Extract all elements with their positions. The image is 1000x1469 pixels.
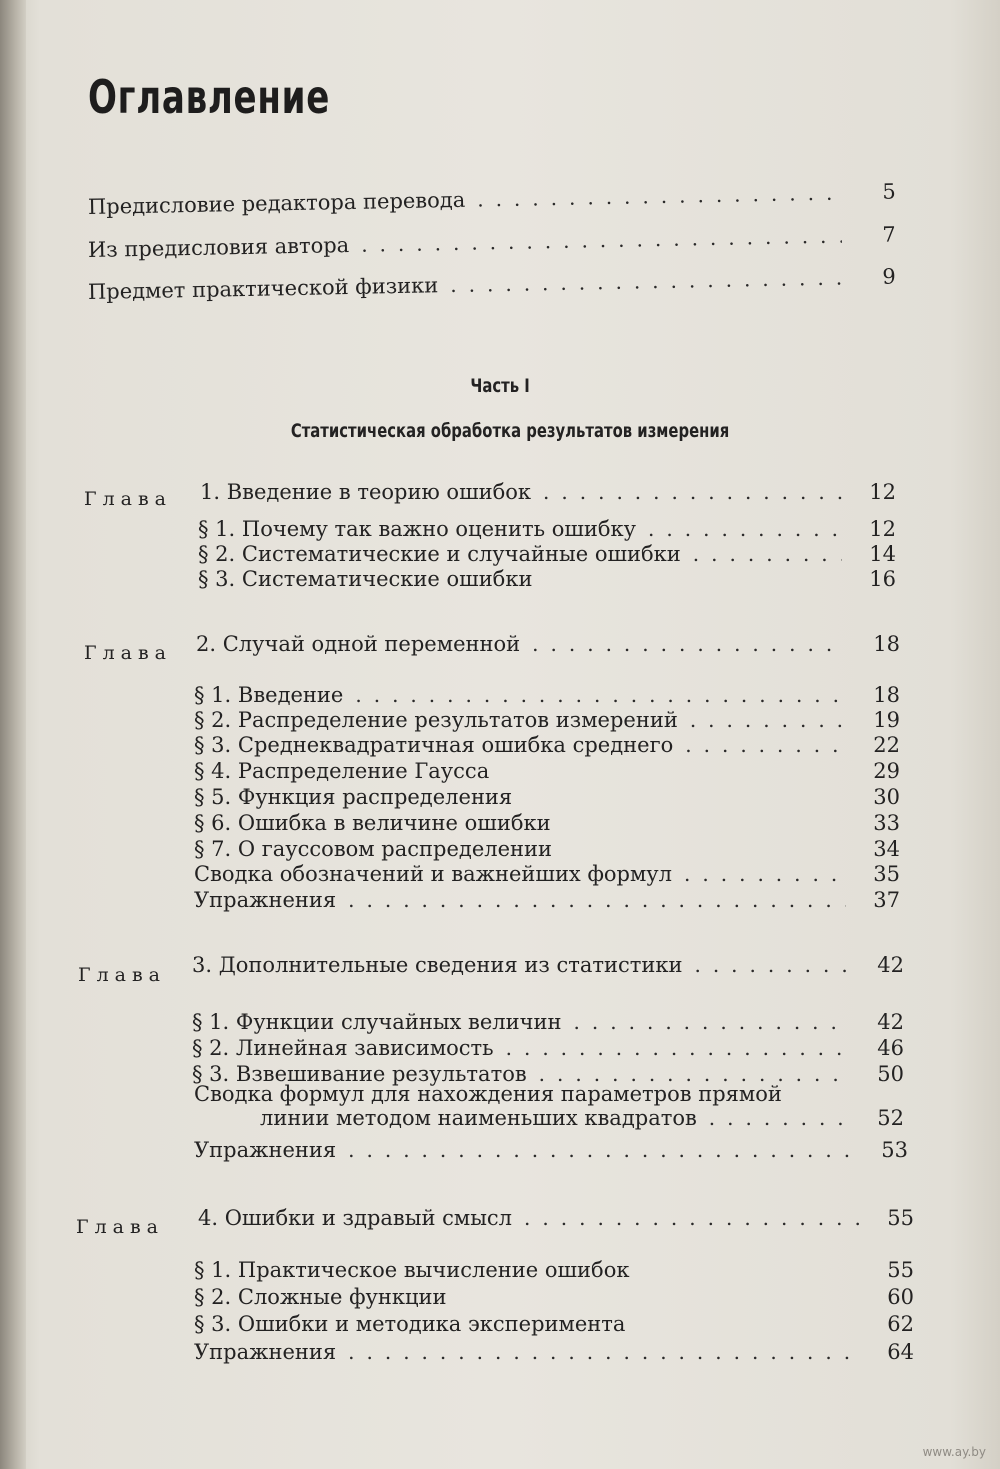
leader-dots <box>574 1010 850 1034</box>
section-page: 16 <box>869 567 896 591</box>
leader-dots <box>348 1340 860 1364</box>
leader-dots <box>543 480 842 504</box>
section-label: § 1. Практическое вычисление ошибок <box>194 1258 630 1282</box>
watermark: www.ay.by <box>922 1445 986 1459</box>
section-page: 62 <box>887 1312 914 1336</box>
section-label: § 2. Систематические и случайные ошибки <box>198 542 681 566</box>
section-label: § 1. Почему так важно оценить ошибку <box>198 517 637 541</box>
section-label: Упражнения <box>194 888 337 912</box>
leader-dots <box>690 708 846 732</box>
section-page: 18 <box>873 683 900 707</box>
section-label: § 3. Взвешивание результатов <box>192 1062 527 1086</box>
section-page: 19 <box>873 708 900 732</box>
toc-entry-page: 9 <box>882 264 897 289</box>
section-label: § 3. Среднеквадратичная ошибка среднего <box>194 733 674 757</box>
section-page: 33 <box>873 811 900 835</box>
toc-entry-page: 5 <box>882 179 897 204</box>
chapter-word: Глава <box>78 964 167 986</box>
toc-entry-label: Из предисловия автора <box>87 232 350 262</box>
leader-dots <box>684 862 846 886</box>
section-page: 22 <box>873 733 900 757</box>
section-entry <box>194 1138 908 1168</box>
chapter-page: 18 <box>873 632 900 656</box>
chapter-word: Глава <box>76 1216 165 1238</box>
section-page: 12 <box>869 517 896 541</box>
section-page: 14 <box>869 542 896 566</box>
leader-dots <box>477 181 842 212</box>
toc-entry <box>88 264 896 310</box>
section-entry <box>194 1258 914 1288</box>
section-entry <box>194 1312 914 1342</box>
toc-entry-page: 7 <box>882 222 897 247</box>
section-page: 53 <box>881 1138 908 1162</box>
section-label: § 4. Распределение Гаусса <box>194 759 490 783</box>
section-page: 34 <box>873 837 900 861</box>
chapter-entry <box>200 480 896 510</box>
section-label: § 3. Систематические ошибки <box>198 567 533 591</box>
section-page: 55 <box>887 1258 914 1282</box>
leader-dots <box>524 1206 860 1230</box>
toc-entry <box>88 179 896 225</box>
section-entry <box>194 1285 914 1315</box>
leader-dots <box>648 517 842 541</box>
chapter-word: Глава <box>84 642 173 664</box>
section-label: § 2. Распределение результатов измерений <box>194 708 678 732</box>
chapter-page: 42 <box>877 953 904 977</box>
section-label: § 2. Сложные функции <box>194 1285 447 1309</box>
leader-dots <box>361 224 842 257</box>
section-label: Упражнения <box>194 1138 337 1162</box>
leader-dots <box>694 953 850 977</box>
leader-dots <box>693 542 842 566</box>
section-page: 50 <box>877 1062 904 1086</box>
section-label: Сводка обозначений и важнейших формул <box>194 862 673 886</box>
section-label: § 2. Линейная зависимость <box>192 1036 494 1060</box>
leader-dots <box>506 1036 850 1060</box>
chapter-entry <box>198 1206 914 1236</box>
part-number: Часть I <box>470 375 530 397</box>
section-page: 64 <box>887 1340 914 1364</box>
toc-entry-label: Предисловие редактора перевода <box>87 187 466 219</box>
part-title: Статистическая обработка результатов измерения <box>290 420 730 442</box>
leader-dots <box>450 266 842 298</box>
chapter-label: 2. Случай одной переменной <box>196 632 521 656</box>
chapter-word: Глава <box>84 488 173 510</box>
chapter-page: 12 <box>869 480 896 504</box>
chapter-label: 4. Ошибки и здравый смысл <box>198 1206 513 1230</box>
chapter-page: 55 <box>887 1206 914 1230</box>
chapter-entry <box>196 632 900 662</box>
section-entry <box>194 1340 914 1370</box>
section-page: 60 <box>887 1285 914 1309</box>
section-label: § 1. Введение <box>194 683 344 707</box>
section-label: Упражнения <box>194 1340 337 1364</box>
section-page: 52 <box>877 1106 904 1130</box>
chapter-entry <box>192 953 904 983</box>
leader-dots <box>709 1106 850 1130</box>
section-page: 35 <box>873 862 900 886</box>
section-entry <box>198 567 896 597</box>
section-label: § 3. Ошибки и методика эксперимента <box>194 1312 626 1336</box>
section-label: § 6. Ошибка в величине ошибки <box>194 811 551 835</box>
section-page: 29 <box>873 759 900 783</box>
section-label-line1: Сводка формул для нахождения параметров прямой <box>194 1082 782 1106</box>
leader-dots <box>348 888 846 912</box>
section-page: 30 <box>873 785 900 809</box>
section-page: 37 <box>873 888 900 912</box>
section-entry <box>194 888 900 918</box>
chapter-label: 1. Введение в теорию ошибок <box>200 480 532 504</box>
section-label: § 1. Функции случайных величин <box>192 1010 562 1034</box>
section-label: § 5. Функция распределения <box>194 785 513 809</box>
leader-dots <box>685 733 846 757</box>
leader-dots <box>355 683 846 707</box>
page-title: Оглавление <box>88 70 331 124</box>
book-spine-shadow <box>0 0 26 1469</box>
section-entry <box>260 1106 904 1136</box>
section-page: 46 <box>877 1036 904 1060</box>
toc-entry-label: Предмет практической физики <box>87 273 439 304</box>
leader-dots <box>348 1138 854 1162</box>
chapter-label: 3. Дополнительные сведения из статистики <box>192 953 683 977</box>
section-label: § 7. О гауссовом распределении <box>194 837 553 861</box>
section-page: 42 <box>877 1010 904 1034</box>
leader-dots <box>532 632 846 656</box>
section-label-line2: линии методом наименьших квадратов <box>260 1106 697 1130</box>
toc-entry <box>88 222 896 268</box>
